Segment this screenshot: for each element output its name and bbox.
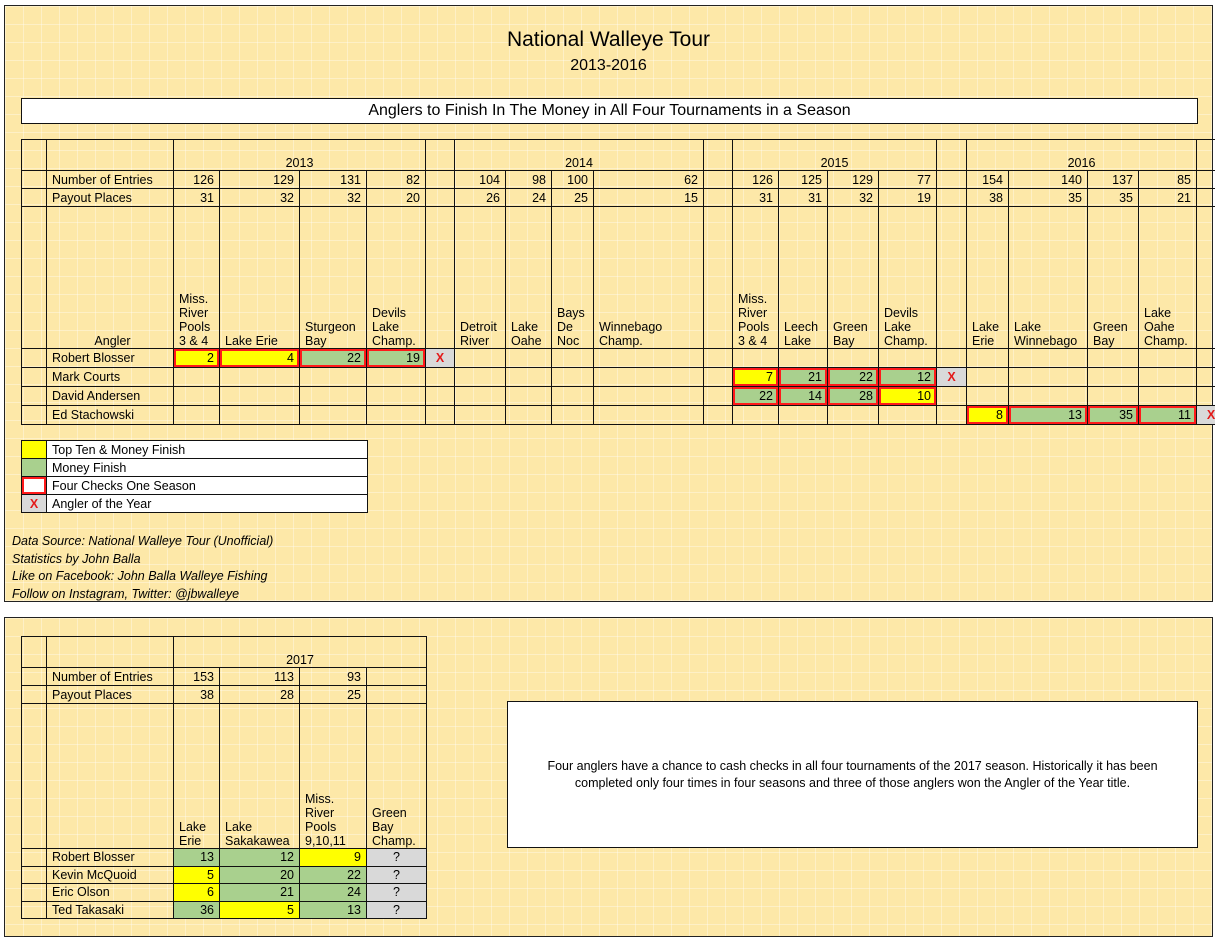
payout-row: [22, 189, 1215, 207]
legend-swatch: [22, 459, 47, 477]
result-cell: [174, 368, 220, 387]
entries-value: 125: [779, 171, 828, 189]
result-cell: [828, 406, 879, 425]
payout-value: 31: [174, 189, 220, 207]
angler-row: [22, 884, 427, 902]
result-cell: [1139, 387, 1197, 406]
angler-row: [22, 368, 1215, 387]
result-cell: [220, 387, 300, 406]
result-cell: [594, 387, 704, 406]
result-cell: 7: [733, 368, 779, 387]
result-cell: 9: [300, 849, 367, 867]
legend-label: Top Ten & Money Finish: [47, 441, 368, 459]
result-cell: [594, 368, 704, 387]
entries-label: Number of Entries: [47, 668, 174, 686]
payout-value: 21: [1139, 189, 1197, 207]
angler-name: Ed Stachowski: [47, 406, 174, 425]
angler-name: Mark Courts: [47, 368, 174, 387]
note-text: Four anglers have a chance to cash checks in all four tournaments of the 2017 season. Historically it has been completed only four times in four seasons and three of those anglers won the Angler of the Year title.: [547, 759, 1158, 790]
result-cell: 12: [220, 849, 300, 867]
tournament-name: Lake Winnebago: [1009, 207, 1088, 349]
payout-value: [367, 686, 427, 704]
main-panel: [4, 5, 1213, 602]
result-cell: ?: [367, 901, 427, 919]
result-cell: [967, 368, 1009, 387]
result-cell: 36: [174, 901, 220, 919]
entries-value: 129: [828, 171, 879, 189]
result-cell: [552, 368, 594, 387]
angler-name: Robert Blosser: [47, 849, 174, 867]
result-cell: 6: [174, 884, 220, 902]
tournament-name: Lake Sakakawea: [220, 704, 300, 849]
entries-value: 153: [174, 668, 220, 686]
entries-value: 129: [220, 171, 300, 189]
tournament-name: Green Bay: [1088, 207, 1139, 349]
result-cell: [779, 349, 828, 368]
result-cell: 22: [300, 866, 367, 884]
result-cell: 11: [1139, 406, 1197, 425]
results-table-2017: [21, 636, 427, 919]
tournament-name: Devils Lake Champ.: [367, 207, 426, 349]
tournament-name: Miss. River Pools 3 & 4: [174, 207, 220, 349]
angler-row: [22, 349, 1215, 368]
payout-row: [22, 686, 427, 704]
result-cell: 20: [220, 866, 300, 884]
result-cell: ?: [367, 849, 427, 867]
result-cell: [455, 368, 506, 387]
result-cell: 21: [779, 368, 828, 387]
tournament-name: Green Bay Champ.: [367, 704, 427, 849]
result-cell: 4: [220, 349, 300, 368]
credit-line: Like on Facebook: John Balla Walleye Fishing: [12, 569, 268, 584]
payout-value: 19: [879, 189, 937, 207]
result-cell: [879, 406, 937, 425]
entries-value: 131: [300, 171, 367, 189]
result-cell: [455, 387, 506, 406]
result-cell: [506, 349, 552, 368]
entries-value: 154: [967, 171, 1009, 189]
year-header-row: [22, 140, 1215, 171]
tournament-name: Lake Erie: [174, 704, 220, 849]
legend-swatch: X: [22, 495, 47, 513]
result-cell: ?: [367, 884, 427, 902]
angler-header: Angler: [47, 207, 174, 349]
result-cell: 10: [879, 387, 937, 406]
result-cell: [367, 387, 426, 406]
result-cell: [300, 368, 367, 387]
credits: [12, 533, 273, 604]
angler-row: [22, 849, 427, 867]
result-cell: 22: [733, 387, 779, 406]
angler-name: Eric Olson: [47, 884, 174, 902]
angler-name: Robert Blosser: [47, 349, 174, 368]
legend-label: Money Finish: [47, 459, 368, 477]
payout-value: 35: [1088, 189, 1139, 207]
page-subtitle: 2013-2016: [570, 57, 647, 74]
legend-row: [22, 477, 368, 495]
angler-name: Ted Takasaki: [47, 901, 174, 919]
tournament-name: Leech Lake: [779, 207, 828, 349]
result-cell: [174, 406, 220, 425]
result-cell: [1088, 349, 1139, 368]
result-cell: ?: [367, 866, 427, 884]
result-cell: [1139, 368, 1197, 387]
result-cell: 28: [828, 387, 879, 406]
entries-value: 140: [1009, 171, 1088, 189]
tournament-header-row: [22, 704, 427, 849]
tournament-name: Lake Oahe: [506, 207, 552, 349]
payout-value: 31: [779, 189, 828, 207]
result-cell: [1009, 349, 1088, 368]
payout-value: 15: [594, 189, 704, 207]
angler-row: [22, 901, 427, 919]
result-cell: [967, 387, 1009, 406]
credit-line: Follow on Instagram, Twitter: @jbwalleye: [12, 587, 240, 602]
entries-value: 98: [506, 171, 552, 189]
legend-swatch: [22, 441, 47, 459]
result-cell: [1088, 368, 1139, 387]
results-table-2013-2016: [21, 139, 1215, 425]
entries-value: 126: [733, 171, 779, 189]
result-cell: [552, 387, 594, 406]
credit-line: Data Source: National Walleye Tour (Unofficial): [12, 534, 274, 548]
payout-value: 26: [455, 189, 506, 207]
entries-value: 85: [1139, 171, 1197, 189]
credit-line: Statistics by John Balla: [12, 551, 141, 566]
payout-value: 28: [220, 686, 300, 704]
result-cell: [594, 349, 704, 368]
result-cell: [300, 406, 367, 425]
note-box: [507, 701, 1198, 848]
payout-label: Payout Places: [47, 686, 174, 704]
angler-of-year-mark: X: [426, 349, 455, 368]
result-cell: [455, 406, 506, 425]
result-cell: [300, 387, 367, 406]
year-header-row: [22, 637, 427, 668]
tournament-name: Lake Erie: [967, 207, 1009, 349]
result-cell: [367, 368, 426, 387]
legend-row: [22, 441, 368, 459]
year-2015: 2015: [733, 140, 937, 171]
tournament-name: Detroit River: [455, 207, 506, 349]
result-cell: [367, 406, 426, 425]
payout-value: 25: [300, 686, 367, 704]
payout-value: 38: [174, 686, 220, 704]
legend-label: Angler of the Year: [47, 495, 368, 513]
result-cell: [506, 368, 552, 387]
result-cell: [879, 349, 937, 368]
entries-value: 137: [1088, 171, 1139, 189]
result-cell: [967, 349, 1009, 368]
result-cell: 19: [367, 349, 426, 368]
result-cell: [1139, 349, 1197, 368]
banner: Anglers to Finish In The Money in All Four Tournaments in a Season: [21, 98, 1198, 124]
result-cell: 24: [300, 884, 367, 902]
result-cell: 21: [220, 884, 300, 902]
result-cell: [594, 406, 704, 425]
tournament-header-row: [22, 207, 1215, 349]
entries-value: 126: [174, 171, 220, 189]
angler-row: [22, 387, 1215, 406]
payout-value: 35: [1009, 189, 1088, 207]
result-cell: [455, 349, 506, 368]
legend-row: [22, 459, 368, 477]
payout-label: Payout Places: [47, 189, 174, 207]
angler-row: [22, 406, 1215, 425]
result-cell: [552, 349, 594, 368]
angler-name: David Andersen: [47, 387, 174, 406]
result-cell: 5: [174, 866, 220, 884]
result-cell: [1009, 387, 1088, 406]
result-cell: 14: [779, 387, 828, 406]
result-cell: 35: [1088, 406, 1139, 425]
angler-of-year-mark: X: [937, 368, 967, 387]
entries-row: [22, 171, 1215, 189]
entries-label: Number of Entries: [47, 171, 174, 189]
result-cell: 13: [174, 849, 220, 867]
tournament-name: Lake Oahe Champ.: [1139, 207, 1197, 349]
entries-value: [367, 668, 427, 686]
tournament-name: Devils Lake Champ.: [879, 207, 937, 349]
result-cell: [220, 406, 300, 425]
legend-row: [22, 495, 368, 513]
entries-row: [22, 668, 427, 686]
payout-value: 20: [367, 189, 426, 207]
angler-name: Kevin McQuoid: [47, 866, 174, 884]
result-cell: [1009, 368, 1088, 387]
legend: [21, 440, 368, 513]
result-cell: 13: [300, 901, 367, 919]
result-cell: [220, 368, 300, 387]
result-cell: [733, 349, 779, 368]
result-cell: 2: [174, 349, 220, 368]
result-cell: 13: [1009, 406, 1088, 425]
tournament-name: Sturgeon Bay: [300, 207, 367, 349]
tournament-name: Bays De Noc: [552, 207, 594, 349]
result-cell: [1088, 387, 1139, 406]
payout-value: 24: [506, 189, 552, 207]
result-cell: 8: [967, 406, 1009, 425]
entries-value: 100: [552, 171, 594, 189]
tournament-name: Miss. River Pools 9,10,11: [300, 704, 367, 849]
payout-value: 32: [828, 189, 879, 207]
entries-value: 104: [455, 171, 506, 189]
page-title: National Walleye Tour: [506, 28, 711, 51]
result-cell: [552, 406, 594, 425]
result-cell: [174, 387, 220, 406]
entries-value: 62: [594, 171, 704, 189]
payout-value: 32: [300, 189, 367, 207]
year-2017: 2017: [174, 637, 427, 668]
result-cell: 12: [879, 368, 937, 387]
legend-swatch: [22, 477, 47, 495]
payout-value: 38: [967, 189, 1009, 207]
result-cell: [506, 406, 552, 425]
result-cell: 5: [220, 901, 300, 919]
result-cell: [506, 387, 552, 406]
entries-value: 113: [220, 668, 300, 686]
year-2014: 2014: [455, 140, 704, 171]
entries-value: 77: [879, 171, 937, 189]
entries-value: 82: [367, 171, 426, 189]
year-2013: 2013: [174, 140, 426, 171]
tournament-name: Lake Erie: [220, 207, 300, 349]
legend-label: Four Checks One Season: [47, 477, 368, 495]
tournament-name: Winnebago Champ.: [594, 207, 704, 349]
angler-row: [22, 866, 427, 884]
payout-value: 31: [733, 189, 779, 207]
result-cell: [779, 406, 828, 425]
result-cell: 22: [828, 368, 879, 387]
entries-value: 93: [300, 668, 367, 686]
result-cell: [733, 406, 779, 425]
result-cell: [828, 349, 879, 368]
tournament-name: Green Bay: [828, 207, 879, 349]
tournament-name: Miss. River Pools 3 & 4: [733, 207, 779, 349]
panel-2017: [4, 617, 1213, 937]
angler-of-year-mark: X: [1197, 406, 1215, 425]
payout-value: 25: [552, 189, 594, 207]
year-2016: 2016: [967, 140, 1197, 171]
payout-value: 32: [220, 189, 300, 207]
result-cell: 22: [300, 349, 367, 368]
